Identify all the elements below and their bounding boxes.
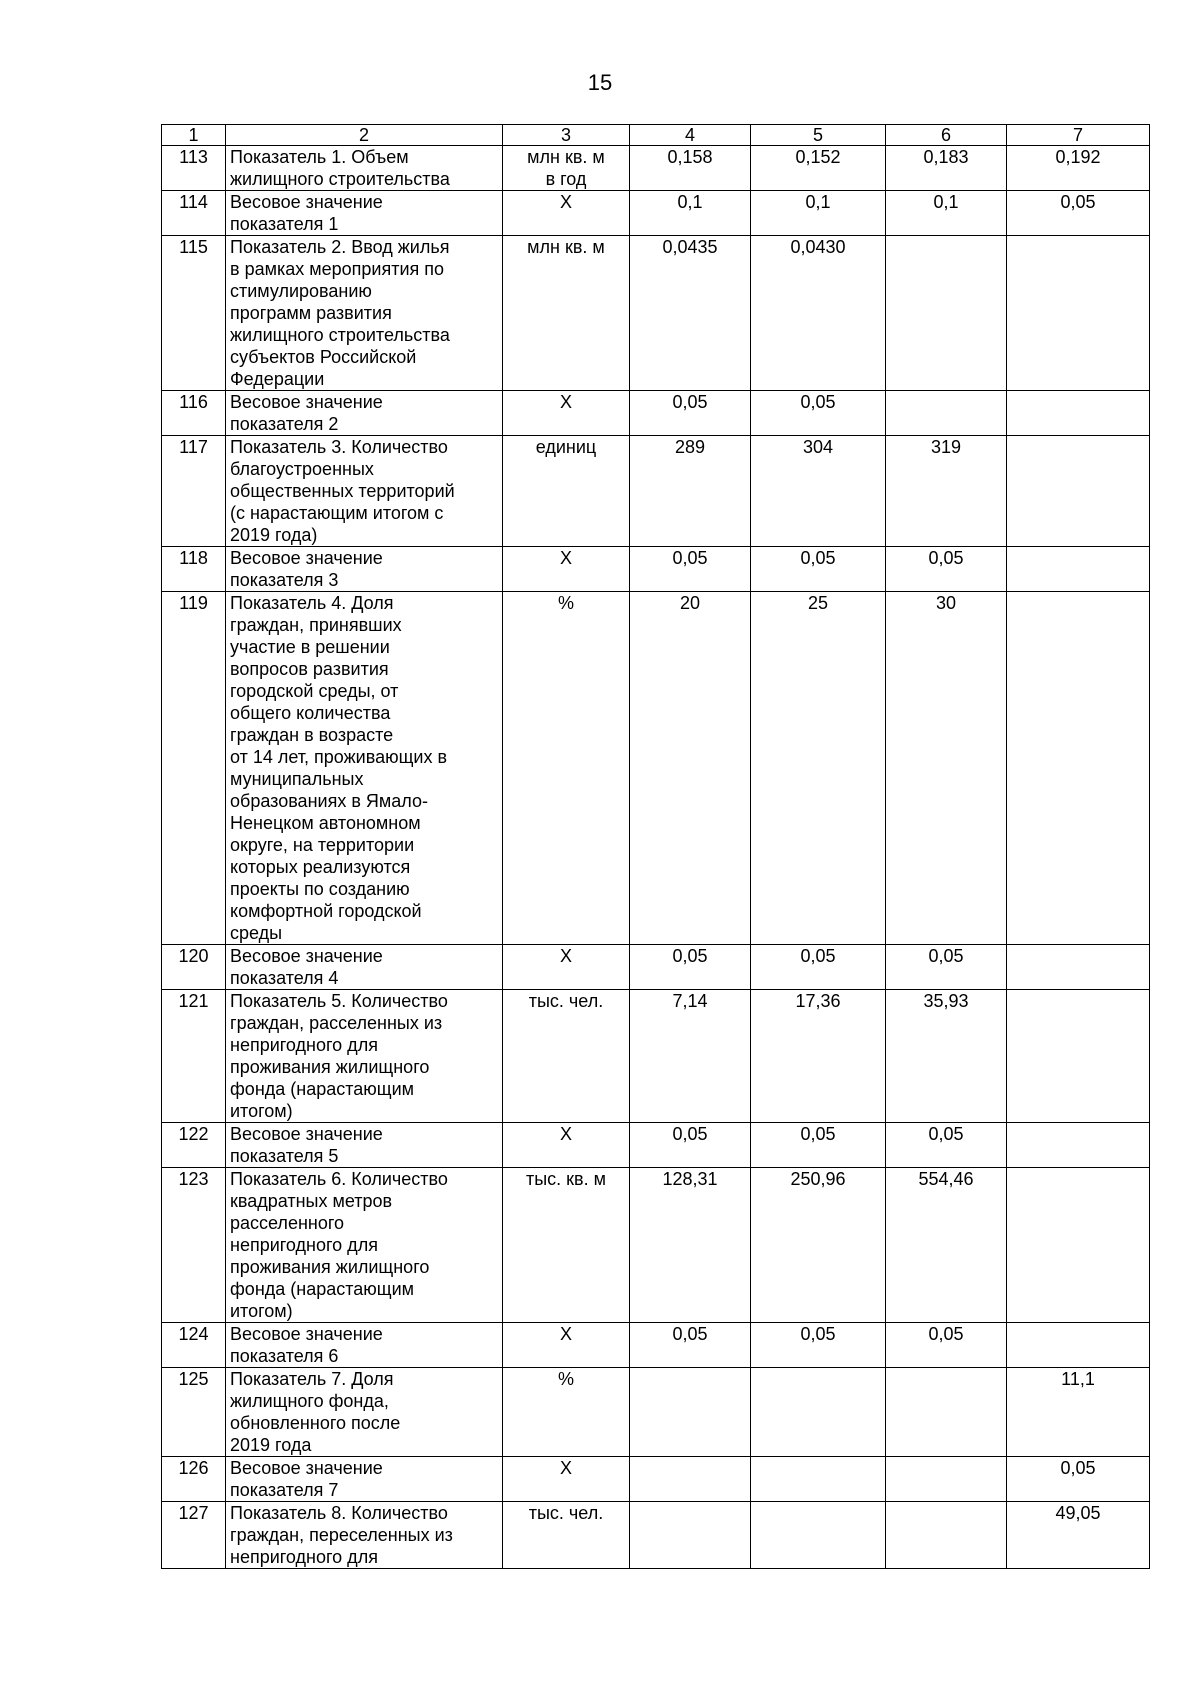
table-row [162,191,1150,236]
column-header: 5 [751,125,886,146]
value-col7-cell [1007,191,1150,236]
unit-cell [503,990,630,1123]
value-col5-cell [751,1123,886,1168]
unit-cell-text: % [557,1369,574,1389]
value-col4-cell-text: 20 [679,593,701,613]
row-number-cell [162,391,226,436]
table-row [162,1368,1150,1457]
unit-cell [503,547,630,592]
value-col7-cell [1007,1323,1150,1368]
value-col6-cell-text: 0,183 [923,147,969,167]
value-col6-cell-text: 35,93 [923,991,969,1011]
value-col6-cell [886,547,1007,592]
table-row [162,1168,1150,1323]
indicator-name-cell-text: Весовое значение показателя 6 [230,1324,383,1366]
row-number-cell-text: 115 [179,237,208,257]
value-col7-cell [1007,1168,1150,1323]
value-col4-cell-text: 0,05 [672,946,708,966]
value-col5-cell-text: 0,05 [800,946,836,966]
column-header: 1 [162,125,226,146]
value-col5-cell [751,592,886,945]
value-col5-cell [751,547,886,592]
value-col5-cell [751,990,886,1123]
value-col5-cell [751,945,886,990]
unit-cell [503,945,630,990]
page-number: 15 [587,70,613,95]
value-col5-cell [751,1457,886,1502]
indicator-name-cell-text: Показатель 4. Доля граждан, принявших участие в решении вопросов развития городской среды, от общего количества граждан в возрасте от 14 лет, проживающих в муниципальных образованиях в Ямало- Ненецком автономном округе, на территории которых реализуются проекты по созданию комфортной городской среды [230,593,448,943]
indicator-name-cell [226,436,503,547]
row-number-cell [162,592,226,945]
table-row [162,391,1150,436]
value-col4-cell-text: 0,05 [672,1324,708,1344]
value-col6-cell [886,1502,1007,1569]
value-col6-cell [886,191,1007,236]
value-col5-cell-text: 0,0430 [790,237,846,257]
unit-cell [503,436,630,547]
row-number-cell [162,1123,226,1168]
indicator-name-cell [226,146,503,191]
value-col7-cell [1007,1368,1150,1457]
row-number-cell [162,1168,226,1323]
row-number-cell-text: 126 [178,1458,209,1478]
row-number-cell-text: 118 [179,548,208,568]
indicator-name-cell [226,1457,503,1502]
value-col5-cell-text: 25 [807,593,829,613]
column-header: 4 [630,125,751,146]
indicator-name-cell [226,1502,503,1569]
indicators-table [161,124,1150,1569]
value-col4-cell [630,436,751,547]
value-col7-cell [1007,1457,1150,1502]
value-col4-cell [630,945,751,990]
row-number-cell-text: 117 [179,437,208,457]
row-number-cell [162,436,226,547]
table-row [162,1123,1150,1168]
table-row [162,436,1150,547]
unit-cell [503,1457,630,1502]
value-col4-cell [630,236,751,391]
value-col7-cell-text: 11,1 [1061,1369,1095,1389]
unit-cell-text: тыс. чел. [528,991,604,1011]
table-row [162,146,1150,191]
value-col6-cell [886,1168,1007,1323]
indicator-name-cell [226,236,503,391]
indicator-name-cell [226,592,503,945]
value-col4-cell-text: 128,31 [662,1169,718,1189]
row-number-cell-text: 125 [178,1369,209,1389]
value-col7-cell-text: 49,05 [1055,1503,1101,1523]
value-col6-cell [886,146,1007,191]
indicator-name-cell-text: Показатель 6. Количество квадратных метров расселенного непригодного для проживания жилищного фонда (нарастающим итогом) [230,1169,448,1321]
unit-cell-text: % [557,593,574,613]
value-col6-cell-text: 30 [935,593,957,613]
indicator-name-cell-text: Показатель 1. Объем жилищного строительства [230,147,450,189]
value-col6-cell [886,436,1007,547]
row-number-cell-text: 119 [179,593,208,613]
value-col7-cell [1007,547,1150,592]
value-col6-cell-text: 319 [930,437,962,457]
unit-cell [503,146,630,191]
value-col6-cell [886,1368,1007,1457]
unit-cell [503,1123,630,1168]
value-col7-cell [1007,236,1150,391]
value-col5-cell-text: 0,05 [800,548,836,568]
value-col5-cell-text: 0,05 [800,392,836,412]
table-row [162,1502,1150,1569]
value-col7-cell [1007,592,1150,945]
value-col4-cell-text: 289 [674,437,706,457]
unit-cell [503,592,630,945]
indicator-name-cell-text: Показатель 5. Количество граждан, расселенных из непригодного для проживания жилищного фонда (нарастающим итогом) [230,991,448,1121]
unit-cell [503,191,630,236]
value-col4-cell-text: 0,05 [672,392,708,412]
row-number-cell [162,547,226,592]
unit-cell-text: Х [559,548,572,568]
indicator-name-cell [226,1168,503,1323]
value-col7-cell [1007,990,1150,1123]
value-col6-cell [886,592,1007,945]
value-col4-cell [630,191,751,236]
value-col4-cell [630,1502,751,1569]
indicator-name-cell [226,945,503,990]
unit-cell [503,236,630,391]
indicator-name-cell-text: Весовое значение показателя 1 [230,192,383,234]
row-number-cell-text: 123 [178,1169,209,1189]
value-col5-cell-text: 0,05 [800,1324,836,1344]
table-row [162,592,1150,945]
value-col4-cell [630,1168,751,1323]
value-col5-cell-text: 250,96 [790,1169,846,1189]
value-col5-cell [751,436,886,547]
value-col7-cell [1007,436,1150,547]
value-col6-cell [886,990,1007,1123]
table-row [162,990,1150,1123]
value-col4-cell-text: 0,05 [672,548,708,568]
value-col5-cell-text: 17,36 [795,991,841,1011]
row-number-cell [162,1323,226,1368]
row-number-cell [162,990,226,1123]
value-col5-cell [751,1323,886,1368]
value-col4-cell-text: 0,0435 [662,237,718,257]
table-row [162,236,1150,391]
value-col5-cell [751,1168,886,1323]
value-col4-cell [630,1457,751,1502]
indicator-name-cell [226,1368,503,1457]
table-row [162,1457,1150,1502]
value-col4-cell-text: 0,158 [667,147,713,167]
row-number-cell-text: 121 [178,991,209,1011]
unit-cell-text: Х [559,1124,572,1144]
value-col5-cell [751,1368,886,1457]
column-header: 2 [226,125,503,146]
value-col6-cell-text: 0,05 [928,548,964,568]
table-row [162,945,1150,990]
value-col4-cell [630,1123,751,1168]
value-col7-cell [1007,1123,1150,1168]
value-col4-cell [630,391,751,436]
value-col5-cell-text: 304 [802,437,834,457]
table-row [162,547,1150,592]
row-number-cell-text: 122 [178,1124,209,1144]
value-col6-cell-text: 0,1 [933,192,959,212]
row-number-cell [162,1368,226,1457]
row-number-cell-text: 113 [179,147,208,167]
indicator-name-cell-text: Весовое значение показателя 7 [230,1458,383,1500]
value-col6-cell [886,1457,1007,1502]
column-header: 6 [886,125,1007,146]
row-number-cell [162,1502,226,1569]
value-col4-cell-text: 7,14 [672,991,708,1011]
unit-cell-text: Х [559,1324,572,1344]
value-col7-cell [1007,945,1150,990]
value-col5-cell [751,191,886,236]
value-col6-cell-text: 0,05 [928,1124,964,1144]
value-col6-cell-text: 0,05 [928,946,964,966]
row-number-cell-text: 116 [179,392,208,412]
column-header: 3 [503,125,630,146]
value-col4-cell [630,1323,751,1368]
value-col6-cell-text: 0,05 [928,1324,964,1344]
row-number-cell [162,945,226,990]
value-col4-cell-text: 0,1 [677,192,703,212]
value-col4-cell [630,592,751,945]
value-col4-cell-text: 0,05 [672,1124,708,1144]
value-col4-cell [630,547,751,592]
value-col6-cell [886,236,1007,391]
row-number-cell [162,146,226,191]
indicator-name-cell [226,1123,503,1168]
value-col5-cell [751,146,886,191]
value-col6-cell [886,1123,1007,1168]
value-col4-cell [630,990,751,1123]
indicator-name-cell-text: Показатель 7. Доля жилищного фонда, обновленного после 2019 года [230,1369,401,1455]
value-col7-cell-text: 0,05 [1060,192,1096,212]
value-col7-cell [1007,391,1150,436]
row-number-cell [162,191,226,236]
indicator-name-cell [226,990,503,1123]
value-col6-cell [886,391,1007,436]
unit-cell-text: Х [559,946,572,966]
unit-cell [503,1368,630,1457]
unit-cell-text: тыс. чел. [528,1503,604,1523]
value-col5-cell [751,1502,886,1569]
indicator-name-cell [226,1323,503,1368]
indicator-name-cell-text: Весовое значение показателя 4 [230,946,383,988]
value-col5-cell-text: 0,05 [800,1124,836,1144]
value-col4-cell [630,146,751,191]
unit-cell-text: Х [559,192,572,212]
row-number-cell-text: 120 [178,946,209,966]
unit-cell [503,1168,630,1323]
indicator-name-cell-text: Весовое значение показателя 2 [230,392,383,434]
indicator-name-cell-text: Весовое значение показателя 5 [230,1124,383,1166]
unit-cell-text: Х [559,392,572,412]
value-col7-cell-text: 0,05 [1060,1458,1096,1478]
row-number-cell [162,1457,226,1502]
value-col4-cell [630,1368,751,1457]
unit-cell-text: тыс. кв. м [526,1169,606,1189]
unit-cell-text: млн кв. м в год [527,147,605,189]
unit-cell-text: единиц [535,437,597,457]
value-col6-cell [886,945,1007,990]
unit-cell [503,391,630,436]
value-col6-cell-text: 554,46 [918,1169,974,1189]
row-number-cell [162,236,226,391]
value-col5-cell [751,391,886,436]
indicator-name-cell [226,391,503,436]
unit-cell-text: Х [559,1458,572,1478]
table-row [162,1323,1150,1368]
indicator-name-cell [226,191,503,236]
unit-cell [503,1323,630,1368]
row-number-cell-text: 114 [179,192,208,212]
unit-cell-text: млн кв. м [527,237,605,257]
table-header-row [162,125,1150,146]
row-number-cell-text: 124 [178,1324,209,1344]
indicator-name-cell-text: Показатель 8. Количество граждан, переселенных из непригодного для [230,1503,453,1567]
value-col5-cell-text: 0,152 [795,147,841,167]
column-header: 7 [1007,125,1150,146]
value-col7-cell [1007,1502,1150,1569]
value-col5-cell [751,236,886,391]
table-body [162,125,1150,1569]
value-col5-cell-text: 0,1 [805,192,831,212]
indicator-name-cell-text: Весовое значение показателя 3 [230,548,383,590]
indicator-name-cell-text: Показатель 3. Количество благоустроенных общественных территорий (с нарастающим итогом с 2019 года) [230,437,455,545]
value-col6-cell [886,1323,1007,1368]
row-number-cell-text: 127 [178,1503,209,1523]
unit-cell [503,1502,630,1569]
value-col7-cell-text: 0,192 [1055,147,1101,167]
indicator-name-cell [226,547,503,592]
value-col7-cell [1007,146,1150,191]
indicator-name-cell-text: Показатель 2. Ввод жилья в рамках мероприятия по стимулированию программ развития жилищного строительства субъектов Российской Федерации [230,237,450,389]
